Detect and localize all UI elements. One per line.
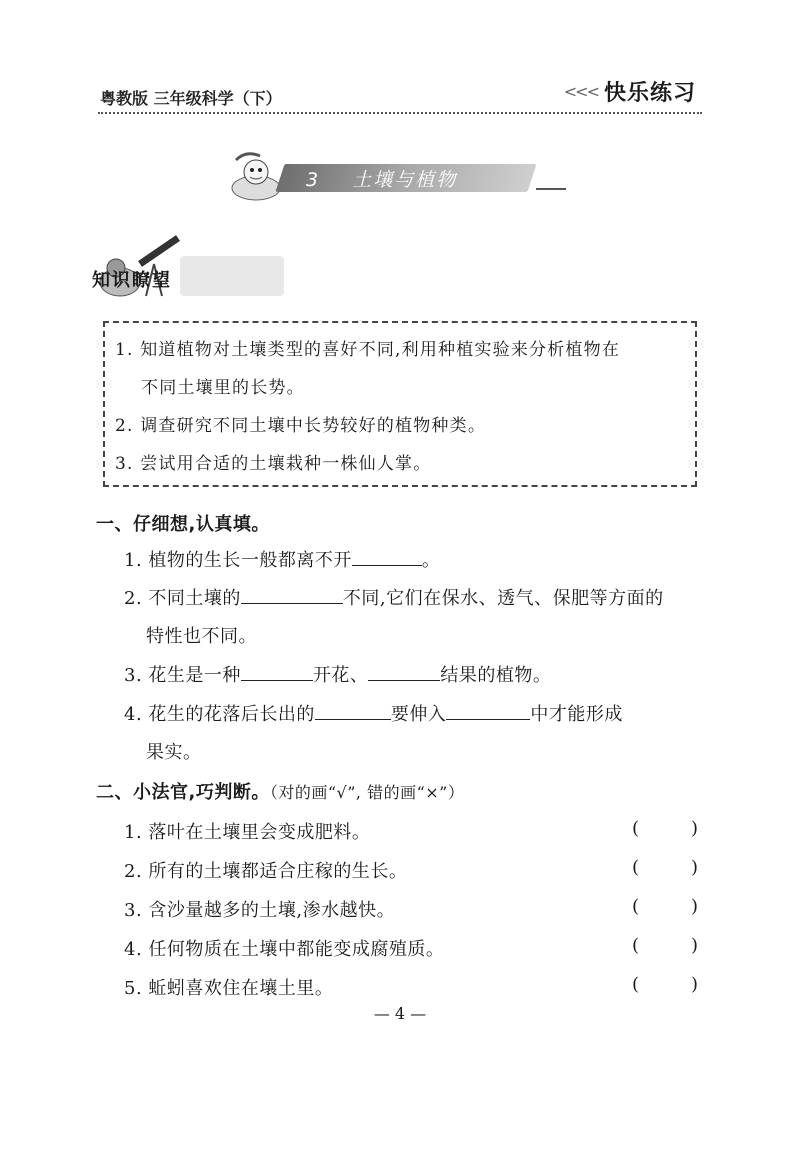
answer-parentheses[interactable] bbox=[632, 896, 698, 917]
answer-parentheses[interactable] bbox=[632, 818, 698, 839]
header-brand-group bbox=[564, 76, 696, 107]
part2-title-text: 二、小法官,巧判断。 bbox=[96, 782, 270, 803]
paren-close: ) bbox=[690, 896, 698, 917]
chevrons-left-icon: <<< bbox=[563, 82, 598, 101]
answer-parentheses[interactable] bbox=[632, 857, 698, 878]
paren-close: ) bbox=[690, 935, 698, 956]
answer-parentheses[interactable] bbox=[632, 974, 698, 995]
paren-open: ( bbox=[632, 857, 640, 878]
question-text: 中才能形成 bbox=[530, 704, 623, 725]
fill-question-3 bbox=[124, 661, 551, 687]
question-text: 1. 植物的生长一般都离不开 bbox=[124, 550, 352, 571]
fill-question-1 bbox=[124, 546, 440, 572]
lesson-title: 3 土壤与植物 bbox=[306, 169, 458, 191]
goal-item-continuation: 不同土壤里的长势。 bbox=[141, 378, 305, 398]
learning-goals-box bbox=[103, 321, 697, 487]
question-text: 。 bbox=[421, 550, 441, 571]
paren-open: ( bbox=[632, 896, 640, 917]
fill-question-4 bbox=[124, 700, 623, 726]
answer-blank[interactable] bbox=[315, 701, 391, 720]
question-text: 2. 不同土壤的 bbox=[124, 588, 241, 609]
question-text: 3. 花生是一种 bbox=[124, 665, 241, 686]
paren-close: ) bbox=[690, 974, 698, 995]
answer-blank[interactable] bbox=[352, 547, 422, 566]
answer-blank[interactable] bbox=[368, 662, 440, 681]
paren-open: ( bbox=[632, 818, 640, 839]
goal-item: 1. 知道植物对土壤类型的喜好不同,利用种植实验来分析植物在 bbox=[115, 340, 621, 360]
judge-item: 3. 含沙量越多的土壤,渗水越快。 bbox=[124, 900, 396, 921]
goal-item: 3. 尝试用合适的土壤栽种一株仙人掌。 bbox=[115, 454, 432, 474]
answer-blank[interactable] bbox=[446, 701, 530, 720]
series-brand-title: 快乐练习 bbox=[603, 81, 696, 106]
question-text: 要伸入 bbox=[390, 704, 447, 725]
fill-question-2 bbox=[124, 584, 664, 610]
answer-blank[interactable] bbox=[241, 585, 343, 604]
question-text: 开花、 bbox=[312, 665, 369, 686]
section-label: 知识瞭望 bbox=[92, 270, 172, 291]
page-number: — 4 — bbox=[373, 1004, 427, 1023]
part2-instruction: （对的画“√”, 错的画“×”） bbox=[269, 783, 465, 802]
question-text: 4. 花生的花落后长出的 bbox=[124, 704, 315, 725]
paren-open: ( bbox=[632, 935, 640, 956]
judge-item: 2. 所有的土壤都适合庄稼的生长。 bbox=[124, 861, 408, 882]
paren-open: ( bbox=[632, 974, 640, 995]
part2-title bbox=[96, 778, 464, 804]
book-edition-label: 粤教版 三年级科学（下） bbox=[100, 89, 282, 108]
cartoon-mascot-icon bbox=[226, 148, 286, 206]
judge-item: 4. 任何物质在土壤中都能变成腐殖质。 bbox=[124, 939, 445, 960]
header-divider bbox=[98, 112, 702, 114]
question-text: 结果的植物。 bbox=[440, 665, 552, 686]
question-text: 不同,它们在保水、透气、保肥等方面的 bbox=[342, 588, 664, 609]
answer-blank[interactable] bbox=[241, 662, 313, 681]
part1-title: 一、仔细想,认真填。 bbox=[96, 514, 270, 535]
question-continuation: 果实。 bbox=[146, 742, 202, 763]
paren-close: ) bbox=[690, 857, 698, 878]
judge-item: 1. 落叶在土壤里会变成肥料。 bbox=[124, 822, 371, 843]
answer-parentheses[interactable] bbox=[632, 935, 698, 956]
judge-item: 5. 蚯蚓喜欢住在壤土里。 bbox=[124, 978, 334, 999]
lesson-title-banner bbox=[226, 148, 571, 206]
goal-item: 2. 调查研究不同土壤中长势较好的植物种类。 bbox=[115, 416, 487, 436]
lesson-title-underline bbox=[536, 188, 566, 190]
question-continuation: 特性也不同。 bbox=[146, 626, 257, 647]
paren-close: ) bbox=[690, 818, 698, 839]
